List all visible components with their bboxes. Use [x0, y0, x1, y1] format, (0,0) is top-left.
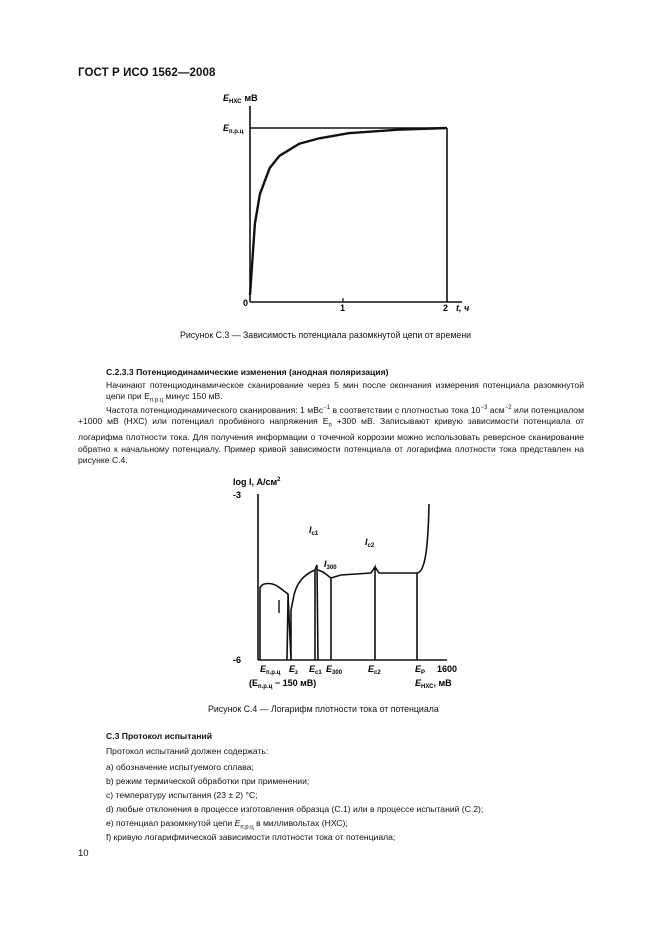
- tick-label-1: 1: [340, 303, 346, 313]
- note-label: ($E_{п.р.ц} - 150$ мВ): [249, 678, 317, 690]
- x-max-label: 1600: [437, 664, 458, 674]
- curve-lower-branch: [279, 594, 288, 620]
- list-item-b: b) режим термической обработки при применении;: [106, 776, 310, 786]
- x-tick-label: $E_{c1}$: [309, 664, 322, 676]
- section-c3-title: С.3 Протокол испытаний: [106, 731, 212, 741]
- figure-c3-caption: Рисунок С.3 — Зависимость потенциала разомкнутой цепи от времени: [180, 330, 472, 340]
- list-item-a: a) обозначение испытуемого сплава;: [106, 762, 254, 772]
- x-axis-label: $E_{НХС}$, мВ: [415, 678, 452, 690]
- tick-label-2: 2: [443, 303, 449, 313]
- x-tick-label: $E_P$: [415, 664, 426, 676]
- figure-c4: [215, 470, 470, 692]
- ic1-label: $I_{c1}$: [309, 525, 319, 537]
- list-item-c: c) температуру испытания (23 ± 2) °C;: [106, 790, 258, 800]
- figure-c3: [210, 88, 480, 316]
- y-axis-label: $E_{НХС}$ мВ: [223, 93, 258, 105]
- list-item-f: f) кривую логарифмической зависимости плотности тока от потенциала;: [106, 832, 396, 842]
- x-tick-label: $E_{п.р.ц}$: [260, 664, 281, 676]
- y-bottom-label: -6: [233, 655, 242, 665]
- polarization-curve: [260, 504, 429, 660]
- page-header: ГОСТ Р ИСО 1562—2008: [78, 67, 216, 79]
- ic2-label: $I_{c2}$: [365, 537, 375, 549]
- origin-label: 0: [243, 298, 249, 308]
- section-233-p2: Частота потенциодинамического сканирования: 1 мВс$^{-1}$ в соответствии с плотностью тока $10^{-3}$ асм$^{-2}$ или потенциалом +1000 мВ (НХС) или потенциал пробивного напряжения $E_п +300$ мВ. Записывают кривую зависимости потенциала от логарифма плотности тока. Для получения информации о точечной коррозии можно использовать реверсное сканирование обратно к начальному потенциалу. Пример кривой зависимости потенциала от логарифма плотности тока представлен на рисунке С.4.: [78, 404, 584, 466]
- section-233-p1: Начинают потенциодинамическое сканирование через 5 мин после окончания измерения потенциала разомкнутой цепи при $E_{п.р.ц}$ минус 150 мВ.: [106, 380, 584, 405]
- y-axis-label: log I, $А/см^2$: [233, 477, 281, 487]
- list-item-d: d) любые отклонения в процессе изготовления образца (С.1) или в процессе испытаний (С.2);: [106, 804, 484, 814]
- e-opc-label: $E_{п.р.ц}$: [223, 123, 244, 135]
- y-top-label: -3: [233, 490, 242, 500]
- x-tick-label: $E_{c2}$: [368, 664, 381, 676]
- figure-c4-caption: Рисунок С.4 — Логарифм плотности тока от потенциала: [208, 704, 439, 714]
- x-axis-label: t, ч: [456, 303, 470, 313]
- x-tick-label: $E_{300}$: [326, 664, 343, 676]
- x-tick-label: $E_z$: [289, 664, 299, 676]
- page-number: 10: [78, 848, 89, 859]
- i300-label: $I_{300}$: [324, 559, 337, 571]
- x-tick-labels: [260, 664, 425, 676]
- potential-curve: [250, 128, 447, 295]
- section-233-title: С.2.3.3 Потенциодинамические изменения (анодная поляризация): [106, 367, 389, 377]
- section-c3-intro: Протокол испытаний должен содержать:: [106, 746, 269, 756]
- list-item-e: e) потенциал разомкнутой цепи $E_{п.р.ц}$ в милливольтах (НХС);: [106, 818, 348, 831]
